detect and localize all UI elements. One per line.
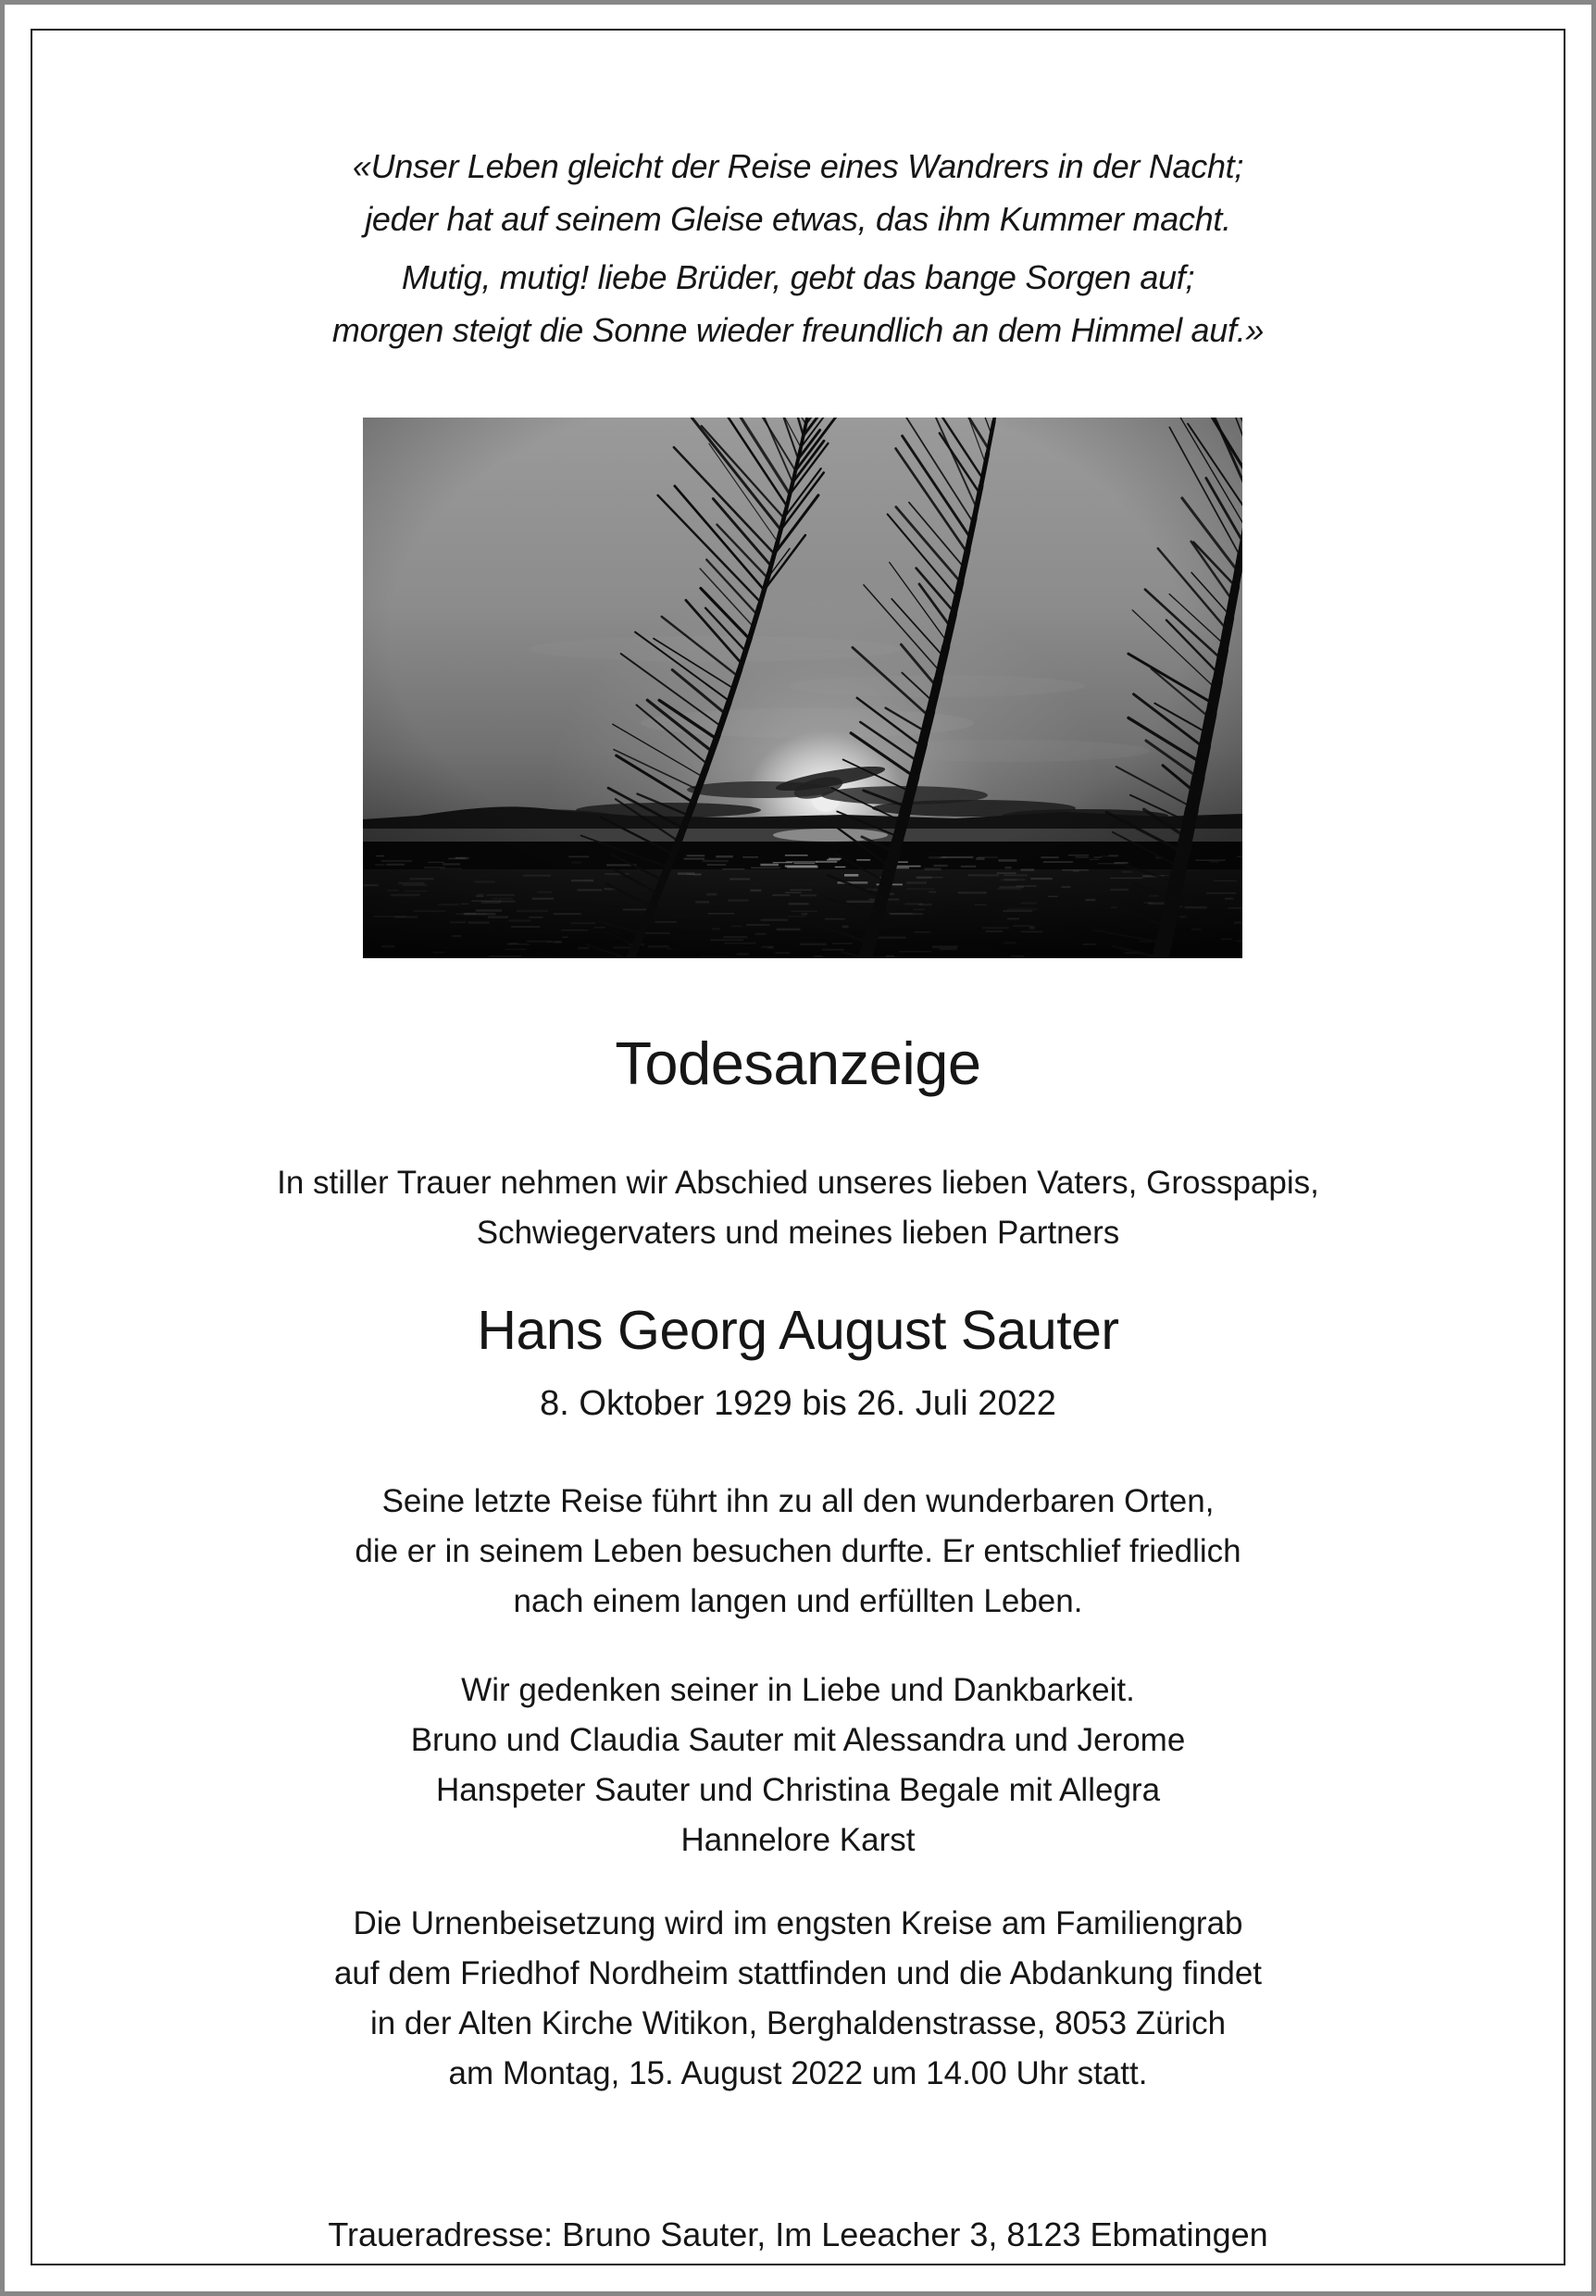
photo-vignette (363, 418, 1242, 958)
ceremony-paragraph (5, 1899, 1591, 2099)
farewell-line: die er in seinem Leben besuchen durfte. Er entschlief friedlich (355, 1533, 1241, 1569)
quote-line: Mutig, mutig! liebe Brüder, gebt das bange Sorgen auf; (401, 258, 1195, 296)
remembrance-line: Hannelore Karst (680, 1822, 916, 1858)
quote-line: jeder hat auf seinem Gleise etwas, das ihm Kummer macht. (365, 200, 1231, 238)
ceremony-line: in der Alten Kirche Witikon, Berghaldenstrasse, 8053 Zürich (369, 2005, 1227, 2041)
farewell-paragraph (5, 1477, 1591, 1627)
ceremony-line: auf dem Friedhof Nordheim stattfinden und die Abdankung findet (333, 1955, 1263, 1991)
life-dates: 8. Oktober 1929 bis 26. Juli 2022 (540, 1384, 1056, 1423)
farewell-line: Seine letzte Reise führt ihn zu all den wunderbaren Orten, (381, 1483, 1215, 1519)
quote-line: «Unser Leben gleicht der Reise eines Wandrers in der Nacht; (352, 147, 1244, 185)
remembrance-line: Bruno und Claudia Sauter mit Alessandra und Jerome (410, 1722, 1186, 1758)
quote-line: morgen steigt die Sonne wieder freundlich an dem Himmel auf.» (331, 311, 1265, 349)
deceased-name: Hans Georg August Sauter (477, 1300, 1119, 1361)
remembrance-paragraph (5, 1666, 1591, 1866)
intro-line: Schwiegervaters und meines lieben Partners (476, 1215, 1120, 1251)
opening-quote-part-2 (5, 251, 1591, 356)
opening-quote-part-1 (5, 140, 1591, 245)
ceremony-line: Die Urnenbeisetzung wird im engsten Kreise am Familiengrab (353, 1905, 1243, 1941)
memorial-photo (363, 418, 1242, 958)
farewell-line: nach einem langen und erfüllten Leben. (513, 1583, 1083, 1619)
remembrance-line: Hanspeter Sauter und Christina Begale mit Allegra (435, 1772, 1161, 1808)
remembrance-line: Wir gedenken seiner in Liebe und Dankbarkeit. (461, 1672, 1135, 1708)
mourning-address: Traueradresse: Bruno Sauter, Im Leeacher 3, 8123 Ebmatingen (328, 2215, 1268, 2253)
ceremony-line: am Montag, 15. August 2022 um 14.00 Uhr statt. (448, 2055, 1148, 2091)
intro-line: In stiller Trauer nehmen wir Abschied unseres lieben Vaters, Grosspapis, (277, 1165, 1319, 1201)
intro-text (5, 1158, 1591, 1258)
sunset-palms-photo-svg (363, 418, 1242, 958)
notice-title: Todesanzeige (615, 1029, 981, 1097)
